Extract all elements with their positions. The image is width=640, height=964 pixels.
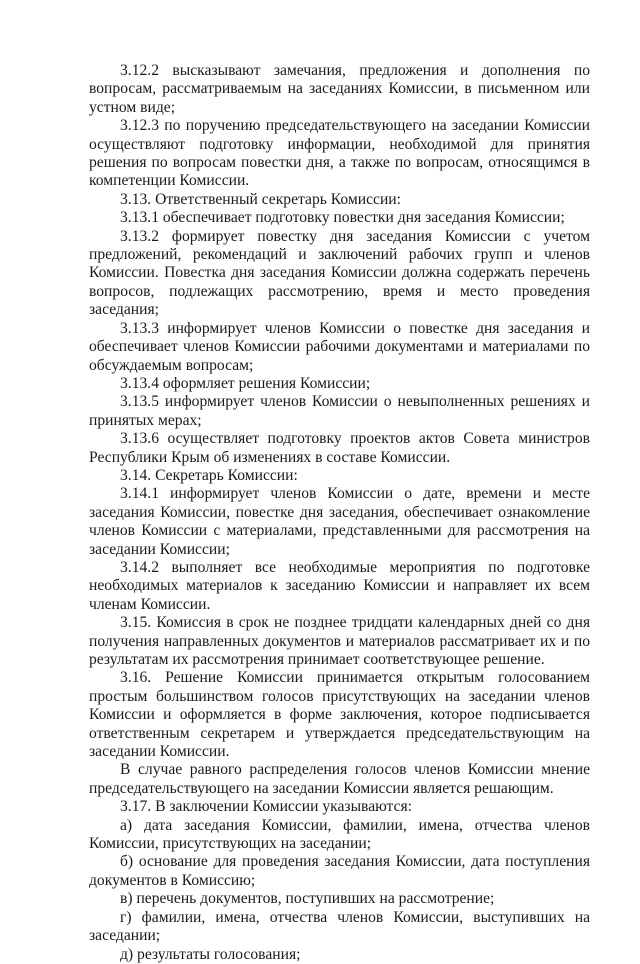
paragraph-tie-vote: В случае равного распределения голосов членов Комиссии мнение председательствующего на заседании Комиссии является решающим. xyxy=(89,761,590,797)
paragraph-3-12-3: 3.12.3 по поручению председательствующего на заседании Комиссии осуществляют подготовку информации, необходимой для принятия решения по вопросам повестки дня, а также по вопросам, относящимся в компетенции Комиссии. xyxy=(89,117,590,190)
list-item-b: б) основание для проведения заседания Комиссии, дата поступления документов в Комиссию; xyxy=(89,853,590,889)
paragraph-3-12-2: 3.12.2 высказывают замечания, предложения и дополнения по вопросам, рассматриваемым на заседаниях Комиссии, в письменном или устном виде; xyxy=(89,62,590,116)
list-item-g: г) фамилии, имена, отчества членов Комиссии, выступивших на заседании; xyxy=(89,908,590,945)
paragraph-3-14: 3.14. Секретарь Комиссии: xyxy=(120,466,298,484)
paragraph-3-13-3: 3.13.3 информирует членов Комиссии о повестке дня заседания и обеспечивает членов Комиссии рабочими документами и материалами по обсуждаемым вопросам; xyxy=(89,319,590,374)
paragraph-3-17: 3.17. В заключении Комиссии указываются: xyxy=(120,798,412,816)
paragraph-3-15: 3.15. Комиссия в срок не позднее тридцати календарных дней со дня получения направленных документов и материалов рассматривает их и по результатам их рассмотрения принимает соответствующее решение. xyxy=(89,614,590,668)
paragraph-3-13-4: 3.13.4 оформляет решения Комиссии; xyxy=(120,374,371,392)
paragraph-3-16: 3.16. Решение Комиссии принимается открытым голосованием простым большинством голосов присутствующих на заседании членов Комиссии и оформляется в форме заключения, которое подписывается ответственным секретарем и утверждается председательствующим на заседании Комиссии. xyxy=(89,669,590,761)
paragraph-3-13-2: 3.13.2 формирует повестку дня заседания Комиссии с учетом предложений, рекомендаций и заключений рабочих групп и членов Комиссии. Повестка дня заседания Комиссии должна содержать перечень вопросов, подлежащих рассмотрению, время и место проведения заседания; xyxy=(89,227,590,319)
list-item-v: в) перечень документов, поступивших на рассмотрение; xyxy=(120,890,495,908)
paragraph-3-14-1: 3.14.1 информирует членов Комиссии о дате, времени и месте заседания Комиссии, повестке дня заседания, обеспечивает ознакомление членов Комиссии с материалами, представленными для рассмотрения на заседании Комиссии; xyxy=(89,485,590,558)
paragraph-3-14-2: 3.14.2 выполняет все необходимые мероприятия по подготовке необходимых материалов к заседанию Комиссии и направляет их всем членам Комиссии. xyxy=(89,558,590,613)
paragraph-3-13-1: 3.13.1 обеспечивает подготовку повестки дня заседания Комиссии; xyxy=(120,209,565,227)
paragraph-3-13-5: 3.13.5 информирует членов Комиссии о невыполненных решениях и принятых мерах; xyxy=(89,393,590,429)
list-item-d: д) результаты голосования; xyxy=(120,945,301,963)
list-item-a: а) дата заседания Комиссии, фамилии, имена, отчества членов Комиссии, присутствующих на заседании; xyxy=(89,816,590,853)
paragraph-3-13-6: 3.13.6 осуществляет подготовку проектов актов Совета министров Республики Крым об изменениях в составе Комиссии. xyxy=(89,430,590,466)
paragraph-3-13: 3.13. Ответственный секретарь Комиссии: xyxy=(120,190,401,208)
document-body xyxy=(89,62,590,964)
